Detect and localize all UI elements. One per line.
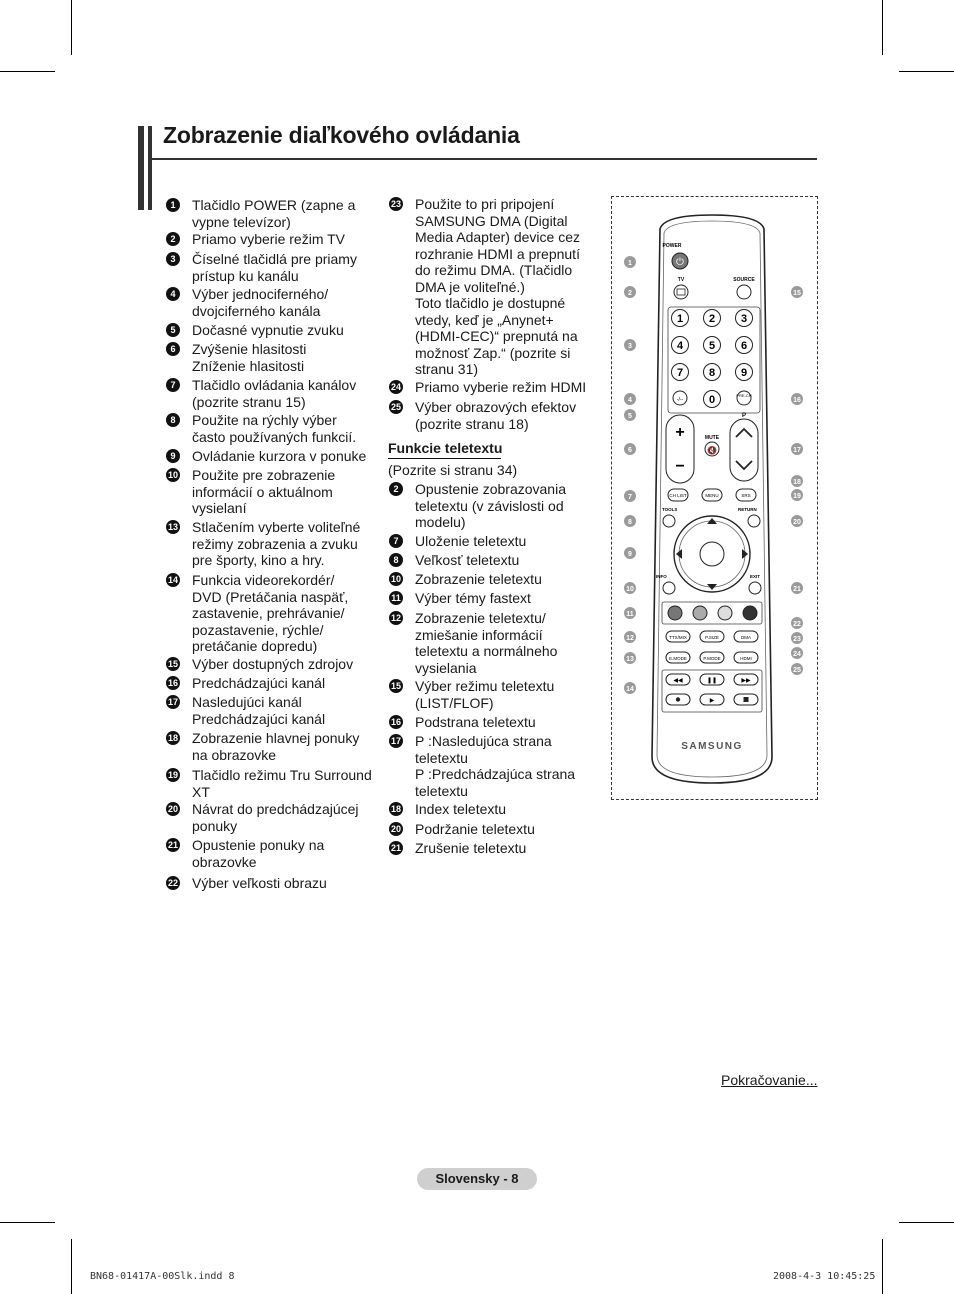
source-label: SOURCE <box>733 277 755 283</box>
item-number-badge: 17 <box>167 697 178 707</box>
return-label: RETURN <box>738 507 757 512</box>
digit-key-label: 6 <box>740 340 748 352</box>
source-button <box>737 285 751 299</box>
callout-number: 23 <box>793 636 801 643</box>
item-line: (pozrite stranu 18) <box>415 415 529 432</box>
item-number-badge: 23 <box>390 199 401 209</box>
enter-button <box>700 542 724 566</box>
remote-control-illustration <box>612 197 816 797</box>
callout-number: 5 <box>628 413 632 420</box>
item-line: Index teletextu <box>415 801 507 817</box>
item-line: informácií o aktuálnom <box>192 483 333 500</box>
return-button <box>748 515 760 527</box>
volume-up-icon: + <box>675 424 685 441</box>
item-line: režimy zobrazenia a zvuku <box>192 535 358 552</box>
item-line: Výber témy fastext <box>415 590 531 606</box>
item-line: ponuky <box>192 817 238 834</box>
callout-number: 6 <box>628 447 632 454</box>
item-line: Podržanie teletextu <box>415 821 535 837</box>
item-number-badge: 24 <box>390 382 401 392</box>
callout-number: 8 <box>628 519 632 526</box>
exit-button <box>749 582 761 594</box>
item-text <box>192 730 359 763</box>
item-line: Použite to pri pripojení <box>415 196 555 212</box>
callout-number: 2 <box>628 290 632 297</box>
item-number-badge: 15 <box>390 681 401 691</box>
item-line: Predchádzajúci kanál <box>192 675 326 691</box>
item-line: dvojciferného kanála <box>192 302 321 319</box>
crop-mark <box>899 71 954 72</box>
info-button <box>663 582 675 594</box>
item-line: Media Adapter) device cez <box>415 229 580 245</box>
tv-button <box>674 285 688 299</box>
crop-mark <box>899 1222 954 1223</box>
record-icon <box>676 697 680 701</box>
dash-label: -/-- <box>676 397 684 403</box>
item-text <box>192 519 360 569</box>
item-line: Funkcia videorekordér/ <box>192 572 335 588</box>
item-line: stranu 31) <box>415 361 479 377</box>
tools-button <box>663 515 675 527</box>
item-line: Výber dostupných zdrojov <box>192 656 354 672</box>
rewind-icon: ◀◀ <box>673 678 683 684</box>
item-line: teletextu (v závislosti od <box>415 497 564 514</box>
item-line: zmiešanie informácií <box>415 626 543 643</box>
item-number-badge: 8 <box>389 553 403 567</box>
digit-key-label: 8 <box>708 367 716 379</box>
title-underline <box>152 158 817 160</box>
item-line: zastavenie, prehrávanie/ <box>192 605 345 621</box>
callout-number: 15 <box>793 290 801 297</box>
item-text <box>415 610 557 676</box>
item-line: Použite na rýchly výber <box>192 412 337 428</box>
item-line: Zvýšenie hlasitosti <box>192 341 307 357</box>
yellow-key <box>718 606 732 620</box>
callout-number: 1 <box>628 260 632 267</box>
item-line: rozhranie HDMI a prepnutí <box>415 245 580 262</box>
item-text <box>192 572 348 655</box>
digit-key-label: 4 <box>676 340 684 352</box>
crop-mark <box>71 1239 72 1294</box>
item-line: prístup ku kanálu <box>192 267 299 284</box>
callout-number: 10 <box>626 586 634 593</box>
ffwd-icon: ▶▶ <box>741 678 751 684</box>
emode-label: E.MODE <box>669 656 687 661</box>
blue-key <box>743 606 757 620</box>
item-line: Tlačidlo POWER (zapne a <box>192 197 356 213</box>
item-line: teletextu <box>415 782 468 799</box>
page-number-badge: Slovensky - 8 <box>417 1168 537 1190</box>
callout-number: 25 <box>793 667 801 674</box>
teletext-heading: Funkcie teletextu <box>388 440 503 456</box>
item-text <box>415 481 566 531</box>
item-number-badge: 16 <box>390 717 401 727</box>
item-line: (HDMI-CEC)“ prepnutá na <box>415 328 578 344</box>
title-accent-bar <box>138 126 144 210</box>
callout-number: 18 <box>793 479 801 486</box>
item-line: Predchádzajúci kanál <box>192 710 326 727</box>
srs-label: SRS <box>741 493 751 498</box>
item-line: Uloženie teletextu <box>415 533 527 549</box>
green-key <box>693 606 707 620</box>
pause-icon: ❚❚ <box>706 678 718 684</box>
item-text <box>192 197 355 230</box>
item-number-badge: 6 <box>166 342 180 356</box>
item-number-badge: 2 <box>166 232 180 246</box>
item-line: Opustenie zobrazovania <box>415 481 566 497</box>
power-label: POWER <box>662 243 682 249</box>
item-line: Výber režimu teletextu <box>415 678 555 694</box>
item-text <box>192 448 366 465</box>
item-text <box>192 801 359 834</box>
item-text <box>192 675 325 692</box>
item-line: Opustenie ponuky na <box>192 837 325 853</box>
item-number-badge: 15 <box>167 659 178 669</box>
item-number-badge: 19 <box>167 770 178 780</box>
item-number-badge: 21 <box>167 840 178 850</box>
item-number-badge: 18 <box>390 804 401 814</box>
power-icon: ⏻ <box>676 257 684 268</box>
item-number-badge: 8 <box>166 413 180 427</box>
stop-icon <box>744 697 749 702</box>
item-line: Zobrazenie teletextu/ <box>415 610 546 626</box>
item-line: modelu) <box>415 514 466 530</box>
digit-key-label: 0 <box>708 394 716 406</box>
dma-label: DMA <box>741 635 751 640</box>
item-line: Zrušenie teletextu <box>415 840 527 856</box>
item-line: DVD (Pretáčania naspäť, <box>192 588 349 605</box>
hdmi-label: HDMI <box>740 656 752 661</box>
teletext-heading-underline <box>388 458 501 459</box>
item-text <box>192 412 356 445</box>
item-number-badge: 7 <box>389 534 403 548</box>
volume-down-icon: − <box>675 458 685 475</box>
prech-label: PRE-CH <box>736 393 752 398</box>
digit-key-label: 9 <box>740 367 748 379</box>
item-text <box>415 678 554 711</box>
item-number-badge: 7 <box>166 378 180 392</box>
item-number-badge: 14 <box>167 575 178 585</box>
item-line: vypne televízor) <box>192 213 291 230</box>
callout-number: 16 <box>793 397 801 404</box>
item-text <box>192 251 357 284</box>
page-title: Zobrazenie diaľkového ovládania <box>163 122 520 148</box>
item-line: XT <box>192 783 210 800</box>
item-line: možnosť Zap.“ (pozrite si <box>415 344 571 361</box>
item-line: Tlačidlo režimu Tru Surround <box>192 767 372 783</box>
tools-label: TOOLS <box>662 507 678 512</box>
item-number-badge: 20 <box>167 804 178 814</box>
print-slug-date: 2008-4-3 10:45:25 <box>773 1271 876 1282</box>
item-text <box>415 840 526 857</box>
item-line: do režimu DMA. (Tlačidlo <box>415 262 573 278</box>
item-line: na obrazovke <box>192 746 277 763</box>
item-line: teletextu <box>415 749 468 766</box>
psize-label: P.SIZE <box>705 635 719 640</box>
item-line: (pozrite stranu 15) <box>192 393 306 410</box>
item-text <box>192 286 328 319</box>
digit-key-label: 1 <box>676 313 684 325</box>
item-text <box>415 533 526 550</box>
item-line: Návrat do predchádzajúcej <box>192 801 359 817</box>
item-number-badge: 20 <box>390 824 401 834</box>
item-line: pretáčanie dopredu) <box>192 638 318 654</box>
menu-label: MENU <box>705 493 719 498</box>
item-line: Podstrana teletextu <box>415 714 536 730</box>
continue-link[interactable]: Pokračovanie... <box>721 1072 818 1088</box>
callout-number: 4 <box>628 397 632 404</box>
item-number-badge: 4 <box>166 287 180 301</box>
item-line: Toto tlačidlo je dostupné <box>415 295 566 311</box>
callout-number: 20 <box>793 519 801 526</box>
item-number-badge: 22 <box>167 878 178 888</box>
item-number-badge: 9 <box>166 449 180 463</box>
item-number-badge: 2 <box>389 482 403 496</box>
info-label: INFO <box>656 574 667 579</box>
item-line: Tlačidlo ovládania kanálov <box>192 377 357 393</box>
callout-number: 22 <box>793 621 801 628</box>
mute-label: MUTE <box>704 435 720 441</box>
callout-number: 17 <box>793 447 801 454</box>
item-line: Dočasné vypnutie zvuku <box>192 322 344 338</box>
tv-label: TV <box>677 277 685 283</box>
callout-number: 13 <box>626 656 634 663</box>
item-text <box>192 875 327 892</box>
digit-key-label: 3 <box>740 313 748 325</box>
teletext-note: (Pozrite si stranu 34) <box>388 462 518 478</box>
callout-number: 21 <box>793 586 801 593</box>
item-text <box>192 656 353 673</box>
item-number-badge: 3 <box>166 252 180 266</box>
item-line: vtedy, keď je „Anynet+ <box>415 311 554 328</box>
item-line: Výber obrazových efektov <box>415 399 577 415</box>
callout-number: 24 <box>793 651 801 658</box>
item-line: Priamo vyberie režim TV <box>192 231 346 247</box>
item-number-badge: 17 <box>390 736 401 746</box>
item-text <box>415 571 542 588</box>
digit-key-label: 2 <box>708 313 716 325</box>
item-line: často používaných funkcií. <box>192 428 357 445</box>
p-label: P <box>741 413 747 419</box>
item-line: Priamo vyberie režim HDMI <box>415 379 587 395</box>
item-line: Zobrazenie teletextu <box>415 571 542 587</box>
item-number-badge: 25 <box>390 402 401 412</box>
item-line: Číselné tlačidlá pre priamy <box>192 251 357 267</box>
item-line: DMA je voliteľné.) <box>415 278 525 295</box>
item-text <box>192 341 306 374</box>
item-line: Použite pre zobrazenie <box>192 467 336 483</box>
ttx-label: TTX/MIX <box>669 635 687 640</box>
title-accent-bar <box>148 126 152 210</box>
item-line: (LIST/FLOF) <box>415 694 494 711</box>
item-number-badge: 21 <box>390 843 401 853</box>
item-text <box>192 767 372 800</box>
item-line: P :Predchádzajúca strana <box>415 766 576 782</box>
mute-icon: 🔇 <box>707 446 717 455</box>
item-line: Zobrazenie hlavnej ponuky <box>192 730 360 746</box>
digit-key-label: 7 <box>676 367 684 379</box>
callout-number: 12 <box>626 635 634 642</box>
item-number-badge: 12 <box>390 613 401 623</box>
item-text <box>415 821 535 838</box>
item-line: vysielaní <box>192 500 247 516</box>
crop-mark <box>71 0 72 55</box>
item-line: teletextu a normálneho <box>415 643 558 659</box>
crop-mark <box>0 71 55 72</box>
brand-logo: SAMSUNG <box>681 741 743 752</box>
item-text <box>192 231 345 248</box>
digit-key-label: 5 <box>708 340 716 352</box>
item-line: obrazovke <box>192 853 257 870</box>
chlist-label: CH LIST <box>669 493 687 498</box>
play-icon: ▶ <box>709 698 715 704</box>
item-text <box>192 837 324 870</box>
item-line: P :Nasledujúca strana <box>415 733 552 749</box>
callout-number: 9 <box>628 551 632 558</box>
item-number-badge: 11 <box>389 591 403 605</box>
item-text <box>415 399 576 432</box>
item-line: Veľkosť teletextu <box>415 552 520 568</box>
item-number-badge: 16 <box>167 678 178 688</box>
callout-number: 3 <box>628 343 632 350</box>
item-line: Výber jednociferného/ <box>192 286 329 302</box>
item-line: Zníženie hlasitosti <box>192 357 305 374</box>
item-number-badge: 13 <box>167 522 178 532</box>
item-number-badge: 5 <box>166 323 180 337</box>
item-text <box>415 801 506 818</box>
item-line: Výber veľkosti obrazu <box>192 875 327 891</box>
exit-label: EXIT <box>750 574 761 579</box>
callout-number: 11 <box>626 611 634 618</box>
item-text <box>192 322 344 339</box>
item-number-badge: 10 <box>167 470 178 480</box>
crop-mark <box>0 1222 55 1223</box>
item-text <box>415 552 519 569</box>
item-text <box>415 714 536 731</box>
item-line: Stlačením vyberte voliteľné <box>192 519 361 535</box>
print-slug-file: BN68-01417A-00Slk.indd 8 <box>90 1271 235 1282</box>
item-number-badge: 18 <box>167 733 178 743</box>
crop-mark <box>882 1239 883 1294</box>
red-key <box>668 606 682 620</box>
item-text <box>192 467 335 517</box>
item-line: pozastavenie, rýchle/ <box>192 621 324 638</box>
item-text <box>415 379 586 396</box>
item-number-badge: 1 <box>166 198 180 212</box>
item-text <box>415 590 531 607</box>
item-line: SAMSUNG DMA (Digital <box>415 212 568 229</box>
crop-mark <box>882 0 883 55</box>
item-line: Ovládanie kurzora v ponuke <box>192 448 367 464</box>
callout-number: 19 <box>793 493 801 500</box>
item-line: vysielania <box>415 659 477 676</box>
pmode-label: P.MODE <box>703 656 721 661</box>
item-text <box>192 694 325 727</box>
callout-number: 14 <box>626 686 634 693</box>
callout-number: 7 <box>628 494 632 501</box>
item-line: Nasledujúci kanál <box>192 694 302 710</box>
item-text <box>415 733 575 799</box>
item-text <box>192 377 356 410</box>
item-text <box>415 196 580 378</box>
item-number-badge: 10 <box>390 574 401 584</box>
item-line: pre športy, kino a hry. <box>192 552 325 568</box>
